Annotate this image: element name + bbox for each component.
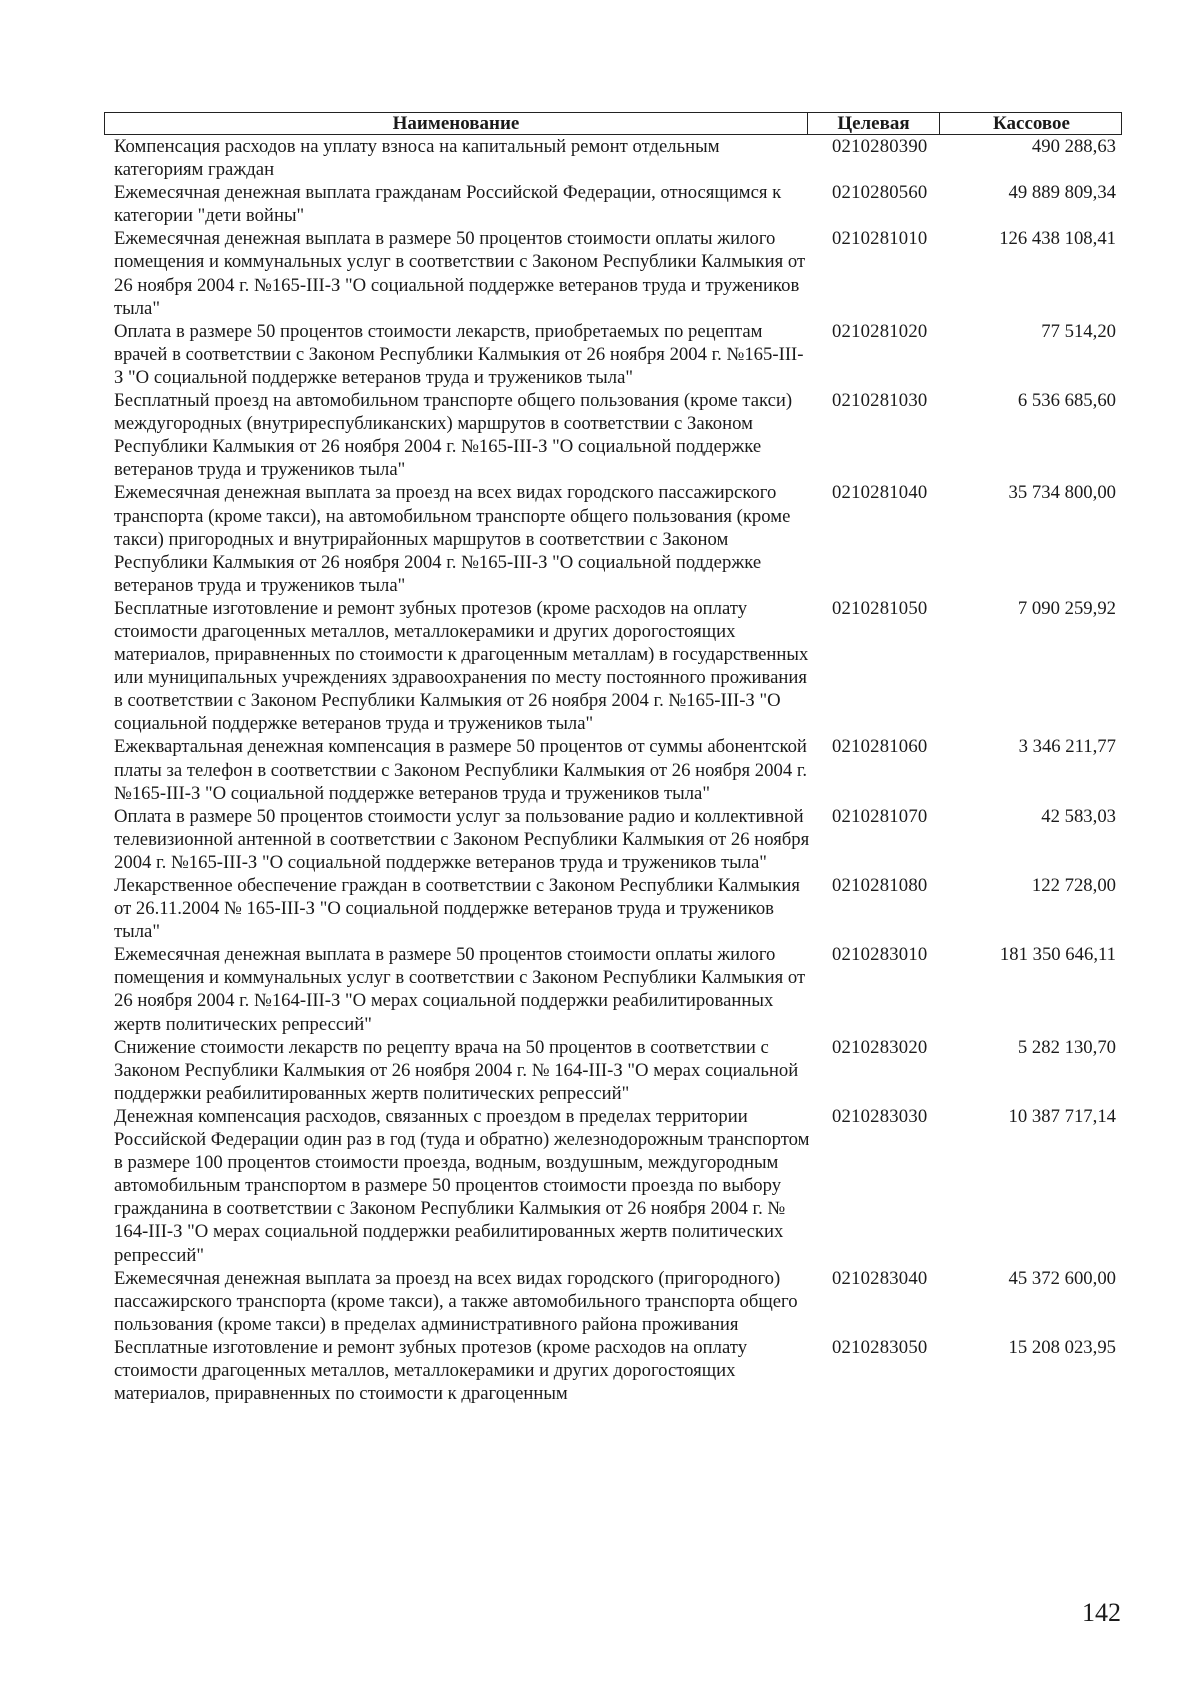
row-name: Оплата в размере 50 процентов стоимости лекарств, приобретаемых по рецептам врачей в соответствии с Законом Республики Калмыкия от 26 ноября 2004 г. №165-III-З "О социальной поддержке ветеранов труда и тружеников тыла"	[114, 320, 804, 388]
row-amount: 490 288,63	[1031, 136, 1116, 157]
row-code: 0210281020	[832, 320, 928, 342]
row-amount: 42 583,03	[1041, 805, 1116, 827]
row-amount: 7 090 259,92	[1017, 597, 1116, 619]
row-name: Бесплатный проезд на автомобильном транспорте общего пользования (кроме такси) междугородных (внутриреспубликанских) маршрутов в соответствии с Законом Республики Калмыкия от 26 ноября 2004 г. №165-III-З "О социальной поддержке ветеранов труда и тружеников тыла"	[114, 390, 793, 481]
page-number: 142	[1082, 1598, 1121, 1627]
row-code: 0210281080	[832, 875, 928, 896]
row-name: Ежеквартальная денежная компенсация в размере 50 процентов от суммы абонентской платы за телефон в соответствии с Законом Республики Калмыкия от 26 ноября 2004 г. №165-III-З "О социальной поддержке ветеранов труда и тружеников тыла"	[114, 736, 808, 804]
row-amount: 45 372 600,00	[1008, 1267, 1116, 1289]
table-row	[104, 597, 1122, 736]
table-header	[104, 112, 1122, 135]
table-row	[104, 481, 1122, 596]
row-amount: 5 282 130,70	[1017, 1036, 1116, 1058]
row-name: Компенсация расходов на уплату взноса на капитальный ремонт отдельным категориям граждан	[114, 136, 720, 181]
row-amount: 10 387 717,14	[1008, 1105, 1116, 1127]
row-code: 0210283040	[832, 1267, 928, 1289]
row-name: Ежемесячная денежная выплата за проезд на всех видах городского пассажирского транспорта (кроме такси), на автомобильном транспорте общего пользования (кроме такси) пригородных и внутрирайонных маршрутов в соответствии с Законом Республики Калмыкия от 26 ноября 2004 г. №165-III-З "О социальной поддержке ветеранов труда и тружеников тыла"	[114, 482, 791, 596]
row-code: 0210281010	[832, 228, 928, 250]
table-row	[104, 389, 1122, 481]
row-name: Лекарственное обеспечение граждан в соответствии с Законом Республики Калмыкия от 26.11.2004 № 165-III-З "О социальной поддержке ветеранов труда и тружеников тыла"	[114, 875, 800, 943]
header-code: Целевая	[807, 113, 939, 134]
row-name: Бесплатные изготовление и ремонт зубных протезов (кроме расходов на оплату стоимости драгоценных металлов, металлокерамики и других дорогостоящих материалов, приравненных по стоимости к драгоценным металлам) в государственных или муниципальных учреждениях здравоохранения по месту постоянного проживания в соответствии с Законом Республики Калмыкия от 26 ноября 2004 г. №165-III-З "О социальной поддержке ветеранов труда и тружеников тыла"	[114, 597, 809, 735]
table-row	[104, 227, 1122, 319]
row-code: 0210283030	[832, 1105, 928, 1127]
row-name: Бесплатные изготовление и ремонт зубных протезов (кроме расходов на оплату стоимости драгоценных металлов, металлокерамики и других дорогостоящих материалов, приравненных по стоимости к драгоценным	[114, 1336, 748, 1405]
table-row	[104, 1036, 1122, 1105]
row-amount: 6 536 685,60	[1017, 390, 1116, 412]
row-name: Ежемесячная денежная выплата в размере 50 процентов стоимости оплаты жилого помещения и коммунальных услуг в соответствии с Законом Республики Калмыкия от 26 ноября 2004 г. №165-III-З "О социальной поддержке ветеранов труда и тружеников тыла"	[114, 228, 806, 319]
header-amount: Кассовое	[939, 113, 1123, 134]
table-row	[104, 1267, 1122, 1336]
row-amount: 77 514,20	[1041, 320, 1116, 342]
header-name: Наименование	[392, 113, 520, 134]
row-amount: 49 889 809,34	[1008, 182, 1116, 204]
table-row	[104, 735, 1122, 804]
row-name: Ежемесячная денежная выплата за проезд на всех видах городского (пригородного) пассажирского транспорта (кроме такси), а также автомобильного транспорта общего пользования (кроме такси) в пределах административного района проживания	[114, 1267, 798, 1335]
row-amount: 3 346 211,77	[1018, 736, 1116, 758]
table-row	[104, 874, 1122, 943]
row-code: 0210280390	[832, 136, 928, 157]
row-amount: 122 728,00	[1031, 875, 1116, 896]
row-code: 0210281060	[832, 736, 928, 758]
table-row	[104, 135, 1122, 181]
table-body	[104, 135, 1122, 1405]
row-code: 0210281070	[832, 805, 928, 827]
table-row	[104, 805, 1122, 874]
row-amount: 15 208 023,95	[1008, 1336, 1116, 1358]
row-amount: 181 350 646,11	[999, 944, 1116, 966]
budget-table	[104, 112, 1122, 1405]
row-code: 0210281050	[832, 597, 928, 619]
row-code: 0210283020	[832, 1036, 928, 1058]
table-row	[104, 181, 1122, 227]
row-code: 0210281040	[832, 482, 928, 504]
table-row	[104, 1336, 1122, 1405]
table-row	[104, 1105, 1122, 1267]
row-amount: 126 438 108,41	[999, 228, 1116, 250]
row-name: Денежная компенсация расходов, связанных с проездом в пределах территории Российской Федерации один раз в год (туда и обратно) железнодорожным транспортом в размере 100 процентов стоимости проезда, водным, воздушным, междугородным автомобильным транспортом в размере 50 процентов стоимости проезда по выбору гражданина в соответствии с Законом Республики Калмыкия от 26 ноября 2004 г. № 164-III-З "О мерах социальной поддержки реабилитированных жертв политических репрессий"	[114, 1105, 810, 1266]
row-name: Ежемесячная денежная выплата гражданам Российской Федерации, относящимся к категории "дети войны"	[114, 182, 782, 227]
row-amount: 35 734 800,00	[1008, 482, 1116, 504]
table-row	[104, 943, 1122, 1035]
row-code: 0210283010	[832, 944, 928, 966]
row-name: Оплата в размере 50 процентов стоимости услуг за пользование радио и коллективной телевизионной антенной в соответствии с Законом Республики Калмыкия от 26 ноября 2004 г. №165-III-З "О социальной поддержке ветеранов труда и тружеников тыла"	[114, 805, 810, 873]
row-code: 0210281030	[832, 390, 928, 412]
row-name: Снижение стоимости лекарств по рецепту врача на 50 процентов в соответствии с Законом Республики Калмыкия от 26 ноября 2004 г. № 164-III-З "О мерах социальной поддержки реабилитированных жертв политических репрессий"	[114, 1036, 799, 1104]
row-code: 0210280560	[832, 182, 928, 204]
table-row	[104, 320, 1122, 389]
row-name: Ежемесячная денежная выплата в размере 50 процентов стоимости оплаты жилого помещения и коммунальных услуг в соответствии с Законом Республики Калмыкия от 26 ноября 2004 г. №164-III-З "О мерах социальной поддержки реабилитированных жертв политических репрессий"	[114, 944, 806, 1035]
row-code: 0210283050	[832, 1336, 928, 1358]
